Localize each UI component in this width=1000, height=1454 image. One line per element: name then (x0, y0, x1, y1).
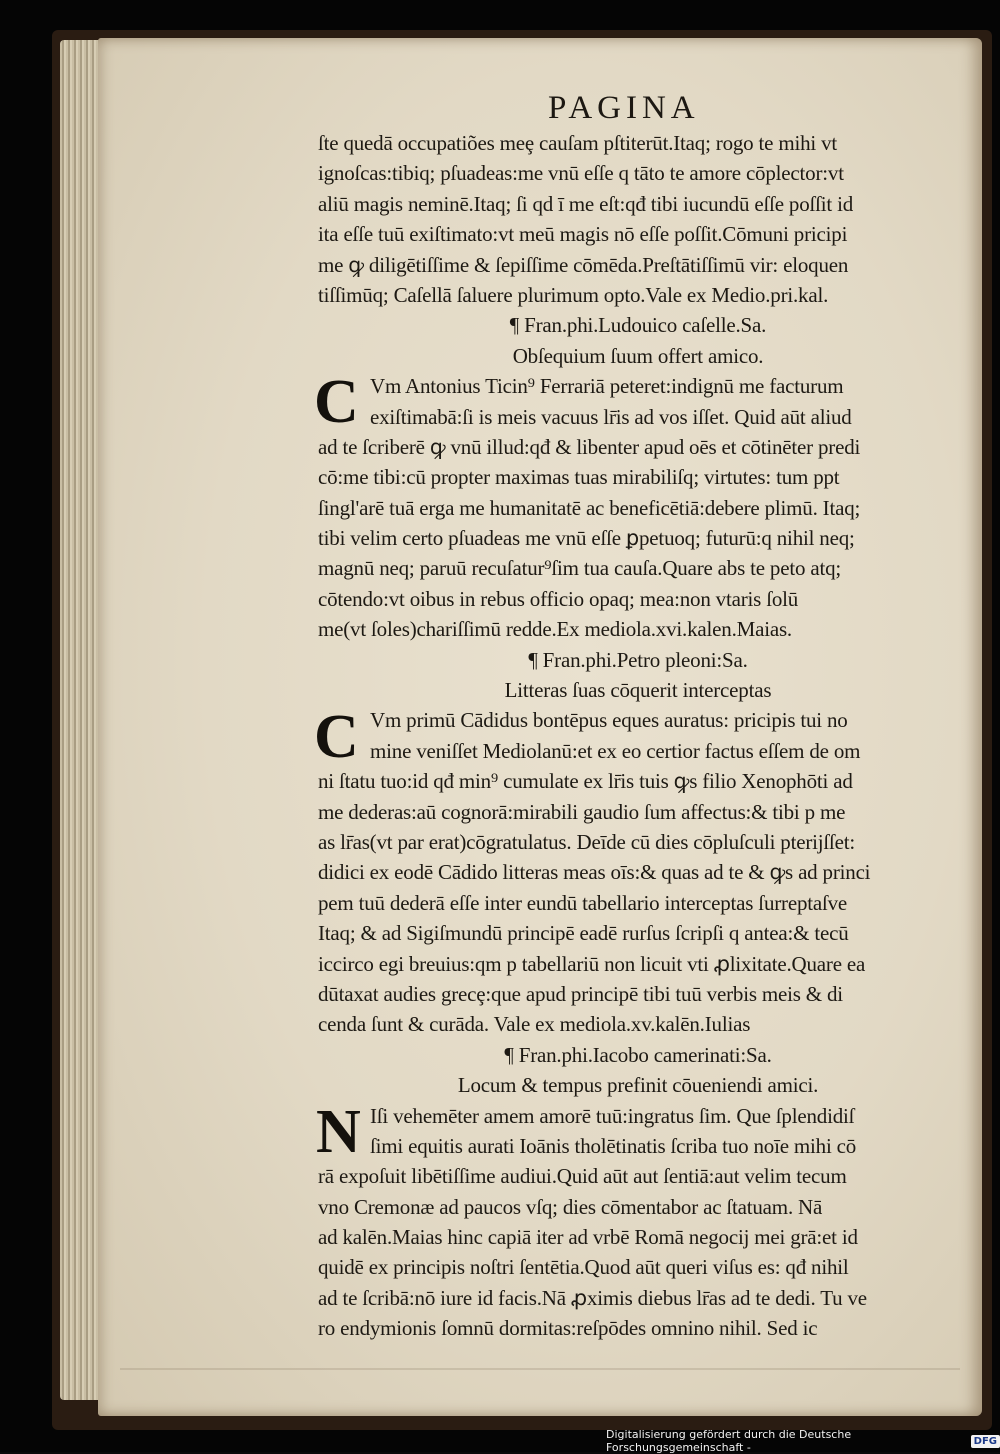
text-line: pem tuū dederā eſſe inter eundū tabellario interceptas ſurreptaſve (318, 890, 848, 915)
text-line: ad te ſcribā:nō iure id facis.Nā ꝓximis diebus lr̄as ad te dedi. Tu ve (318, 1285, 867, 1310)
text-line: ni ſtatu tuo:id qđ min⁹ cumulate ex lr̄is tuis ꝙs filio Xenophōti ad (318, 769, 853, 794)
text-line: didici ex eodē Cādido litteras meas oīs:& quas ad te & ꝙs ad princi (318, 860, 871, 885)
letter-summary: Litteras ſuas cōquerit interceptas (504, 678, 772, 703)
text-line: quidē ex principis noſtri ſentētia.Quod aūt queri viſus es: qđ nihil (318, 1255, 849, 1280)
text-line: ita eſſe tuū exiſtimato:vt meū magis nō eſſe poſſit.Cōmuni pricipi (318, 222, 848, 247)
digitization-credit (606, 1428, 1000, 1454)
text-line: dūtaxat audies grecȩ:que apud principē tibi tuū verbis meis & di (318, 981, 843, 1006)
letter-closing (318, 128, 958, 310)
letter-heading: ¶ Fran.phi.Ludouico caſelle.Sa. (509, 313, 767, 338)
text-line: tibi velim certo pſuadeas me vnū eſſe ꝑpetuoq; futurū:q nihil neq; (318, 526, 855, 551)
text-line: ignoſcas:tibiq; pſuadeas:me vnū eſſe q tāto te amore cōplector:vt (318, 161, 844, 186)
text-line: me(vt ſoles)chariſſimū redde.Ex mediola.xvi.kalen.Maias. (318, 617, 792, 642)
text-line: me ꝙ diligētiſſime & ſepiſſime cōmēda.Preſtātiſſimū vir: eloquen (318, 252, 849, 277)
text-line: magnū neq; paruū recuſatur⁹ſim tua cauſa.Quare abs te peto atq; (318, 556, 842, 581)
text-line: cenda ſunt & curāda. Vale ex mediola.xv.kalēn.Iulias (318, 1012, 751, 1037)
letter-iacobo (318, 1040, 958, 1344)
text-line: aliū magis neminē.Itaq; ſi qd ī me eſt:qđ tibi iucundū eſſe poſſit id (318, 191, 854, 216)
text-line: ſimi equitis aurati Ioānis tholētinatis ſcriba tuo noīe mihi cō (370, 1133, 857, 1158)
page-fold-line (120, 1368, 960, 1370)
letter-petro (314, 645, 958, 1040)
letter-summary: Obſequium ſuum offert amico. (512, 343, 764, 368)
text-line: as lr̄as(vt par erat)cōgratulatus. Deīde cū dies cōpluſculi pterijſſet: (318, 829, 856, 854)
running-title: PAGINA (548, 90, 700, 126)
text-line: ad kalēn.Maias hinc capiā iter ad vrbē Romā negocij mei grā:et id (318, 1225, 858, 1250)
letter-ludouico (314, 310, 958, 644)
text-line: cō:me tibi:cū propter maximas tuas mirabiliſq; virtutes: tum ppt (318, 465, 840, 490)
text-line: me dederas:aū cognorā:mirabili gaudio ſum affectus:& tibi p me (318, 799, 846, 824)
text-line: mine veniſſet Mediolanū:et ex eo certior factus eſſem de om (370, 738, 861, 763)
initial-capital: C (314, 702, 359, 771)
text-line: ad te ſcriberē ꝙ vnū illud:qđ & libenter apud oēs et cōtinēter predi (318, 434, 861, 459)
text-line: iccirco egi breuius:qm p tabellariū non licuit vti ꝓlixitate.Quare ea (318, 951, 866, 976)
text-line: tiſſimūq; Caſellā ſaluere plurimum opto.Vale ex Medio.pri.kal. (318, 282, 829, 307)
text-line: cōtendo:vt oibus in rebus officio opaq; mea:non vtaris ſolū (318, 586, 799, 611)
text-line: rā expoſuit libētiſſime audiui.Quid aūt aut ſentiā:aut velim tecum (318, 1164, 847, 1189)
initial-capital: N (316, 1097, 361, 1166)
text-line: Itaq; & ad Sigiſmundū principē eadē rurſus ſcripſi q antea:& tecū (318, 921, 849, 946)
text-line: exiſtimabā:ſi is meis vacuus lr̄is ad vos iſſet. Quid aūt aliud (370, 404, 852, 429)
text-line: ſte quedā occupatiões meȩ cauſam pſtiterūt.Itaq; rogo te mihi vt (318, 131, 838, 155)
initial-capital: C (314, 368, 359, 437)
dfg-logo: DFG (971, 1435, 1000, 1448)
letter-heading: ¶ Fran.phi.Petro pleoni:Sa. (528, 647, 748, 672)
text-line: Vm primū Cādidus bontēpus eques auratus: pricipis tui no (370, 708, 848, 733)
text-line: vno Cremonæ ad paucos vſq; dies cōmentabor ac ſtatuam. Nā (318, 1194, 823, 1219)
credit-text: Digitalisierung gefördert durch die Deutsche Forschungsgemeinschaft - (606, 1428, 852, 1454)
text-line: ſingl'arē tuā erga me humanitatē ac beneficētiā:debere plimū. Itaq; (318, 495, 861, 520)
letter-heading: ¶ Fran.phi.Iacobo camerinati:Sa. (504, 1042, 772, 1067)
text-line: Iſi vehemēter amem amorē tuū:ingratus ſim. Que ſplendidiſ (370, 1103, 855, 1128)
letter-summary: Locum & tempus prefinit cōueniendi amici. (457, 1073, 819, 1098)
text-block (314, 128, 958, 1344)
text-line: ro endymionis ſomnū dormitas:reſpōdes omnino nihil. Sed ic (318, 1316, 818, 1341)
text-line: Vm Antonius Ticin⁹ Ferrariā peteret:indignū me facturum (370, 374, 844, 399)
